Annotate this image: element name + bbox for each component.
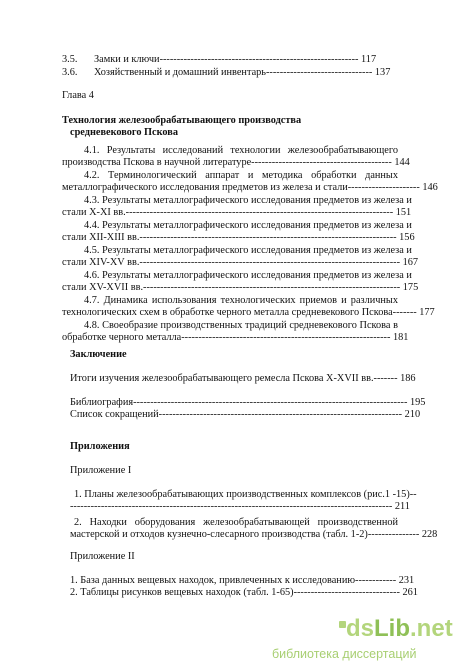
toc-entry-page: 137 (374, 67, 391, 78)
toc-entry-4-4[interactable] (62, 220, 415, 245)
toc-entry-line: 4.7. Динамика использования технологических приемов и различных (84, 295, 398, 306)
toc-entry-line: стали X-XI вв.------------------------------------------------------------------------------ 151 (62, 207, 412, 219)
toc-entry-appendix-1-1[interactable] (70, 489, 417, 514)
toc-entry-number: 3.5. (62, 54, 78, 65)
appendices-heading: Приложения (70, 441, 130, 452)
toc-entry-line: 4.2. Терминологический аппарат и методика обработки данных (84, 170, 398, 181)
watermark-logo-suffix: .net (410, 615, 453, 642)
watermark-logo-prefix: ds (346, 615, 375, 642)
toc-entry-4-6[interactable] (62, 270, 419, 295)
toc-entry-bibliography[interactable]: Библиография-------------------------------------------------------------------------------- 195 (70, 397, 426, 408)
toc-entry-line: 4.5. Результаты металлографического исследования предметов из железа и (84, 245, 412, 256)
chapter-label: Глава 4 (62, 90, 94, 101)
toc-entry-leader: ---------------------------------------------------------- (159, 54, 359, 65)
chapter-title-line1: Технология железообрабатывающего производства (62, 115, 302, 126)
toc-entry-line: 4.8. Своеобразие производственных традиций средневекового Пскова в (84, 320, 398, 331)
toc-entry-4-7[interactable] (62, 295, 435, 320)
toc-entry-appendix-2-1[interactable]: 1. База данных вещевых находок, привлеченных к исследованию------------ 231 (70, 575, 415, 586)
toc-entry-line: 4.4. Результаты металлографического исследования предметов из железа и (84, 220, 412, 231)
appendix-2-label: Приложение II (70, 551, 135, 562)
toc-entry-3-6[interactable] (62, 67, 390, 79)
toc-entry-4-1[interactable] (62, 145, 410, 170)
toc-entry-title: Замки и ключи (94, 54, 160, 65)
watermark-logo-lib: Lib (374, 615, 411, 642)
toc-entry-page: 117 (361, 54, 377, 65)
toc-entry-number: 3.6. (62, 67, 78, 78)
toc-entry-line: мастерской и отходов кузнечно-слесарного производства (табл. 1-2)--------------- 228 (70, 529, 438, 541)
toc-entry-line: технологических схем в обработке черного металла средневекового Пскова------- 177 (62, 307, 435, 319)
toc-entry-line: 4.3. Результаты металлографического исследования предметов из железа и (84, 195, 412, 206)
toc-entry-line: 4.1. Результаты исследований технологии железообрабатывающего (84, 145, 398, 156)
toc-entry-4-2[interactable] (62, 170, 438, 195)
toc-entry-line: металлографического исследования предметов из железа и стали--------------------- 146 (62, 182, 438, 194)
conclusion-heading: Заключение (70, 349, 127, 360)
toc-entry-line: стали XIV-XV вв.---------------------------------------------------------------------------- 167 (62, 257, 419, 269)
watermark (272, 615, 453, 668)
watermark-logo (346, 616, 453, 642)
watermark-subtitle: библиотека диссертаций (272, 647, 417, 661)
toc-entry-4-3[interactable] (62, 195, 412, 220)
toc-entry-line: 2. Находки оборудования железообрабатывающей производственной (74, 517, 398, 528)
chapter-title-line2: средневекового Пскова (70, 127, 179, 138)
toc-entry-summary[interactable]: Итоги изучения железообрабатывающего ремесла Пскова X-XVII вв.------- 186 (70, 373, 416, 384)
toc-entry-line: 1. Планы железообрабатывающих производственных комплексов (рис.1 -15)-- (74, 489, 417, 500)
toc-entry-line: ---------------------------------------------------------------------------------------------- 211 (70, 501, 410, 513)
toc-entry-title: Хозяйственный и домашний инвентарь (94, 67, 266, 78)
toc-entry-appendix-2-2[interactable]: 2. Таблицы рисунков вещевых находок (табл. 1-65)------------------------------- 261 (70, 587, 418, 598)
toc-entry-line: стали XV-XVII вв.--------------------------------------------------------------------------- 175 (62, 282, 419, 294)
toc-entry-abbreviations[interactable]: Список сокращений----------------------------------------------------------------------- 210 (70, 409, 421, 420)
toc-entry-4-8[interactable] (62, 320, 409, 345)
appendix-1-label: Приложение I (70, 465, 132, 476)
toc-entry-leader: ------------------------------- (266, 67, 373, 78)
toc-entry-3-5[interactable] (62, 54, 376, 66)
toc-entry-line: обработке черного металла------------------------------------------------------------- 181 (62, 332, 409, 344)
watermark-icon (339, 621, 346, 628)
toc-entry-line: стали XII-XIII вв.--------------------------------------------------------------------------- 156 (62, 232, 415, 244)
toc-entry-line: производства Пскова в научной литературе----------------------------------------- 144 (62, 157, 410, 169)
toc-entry-appendix-1-2[interactable] (70, 517, 438, 542)
toc-entry-4-5[interactable] (62, 245, 419, 270)
toc-entry-line: 4.6. Результаты металлографического исследования предметов из железа и (84, 270, 412, 281)
